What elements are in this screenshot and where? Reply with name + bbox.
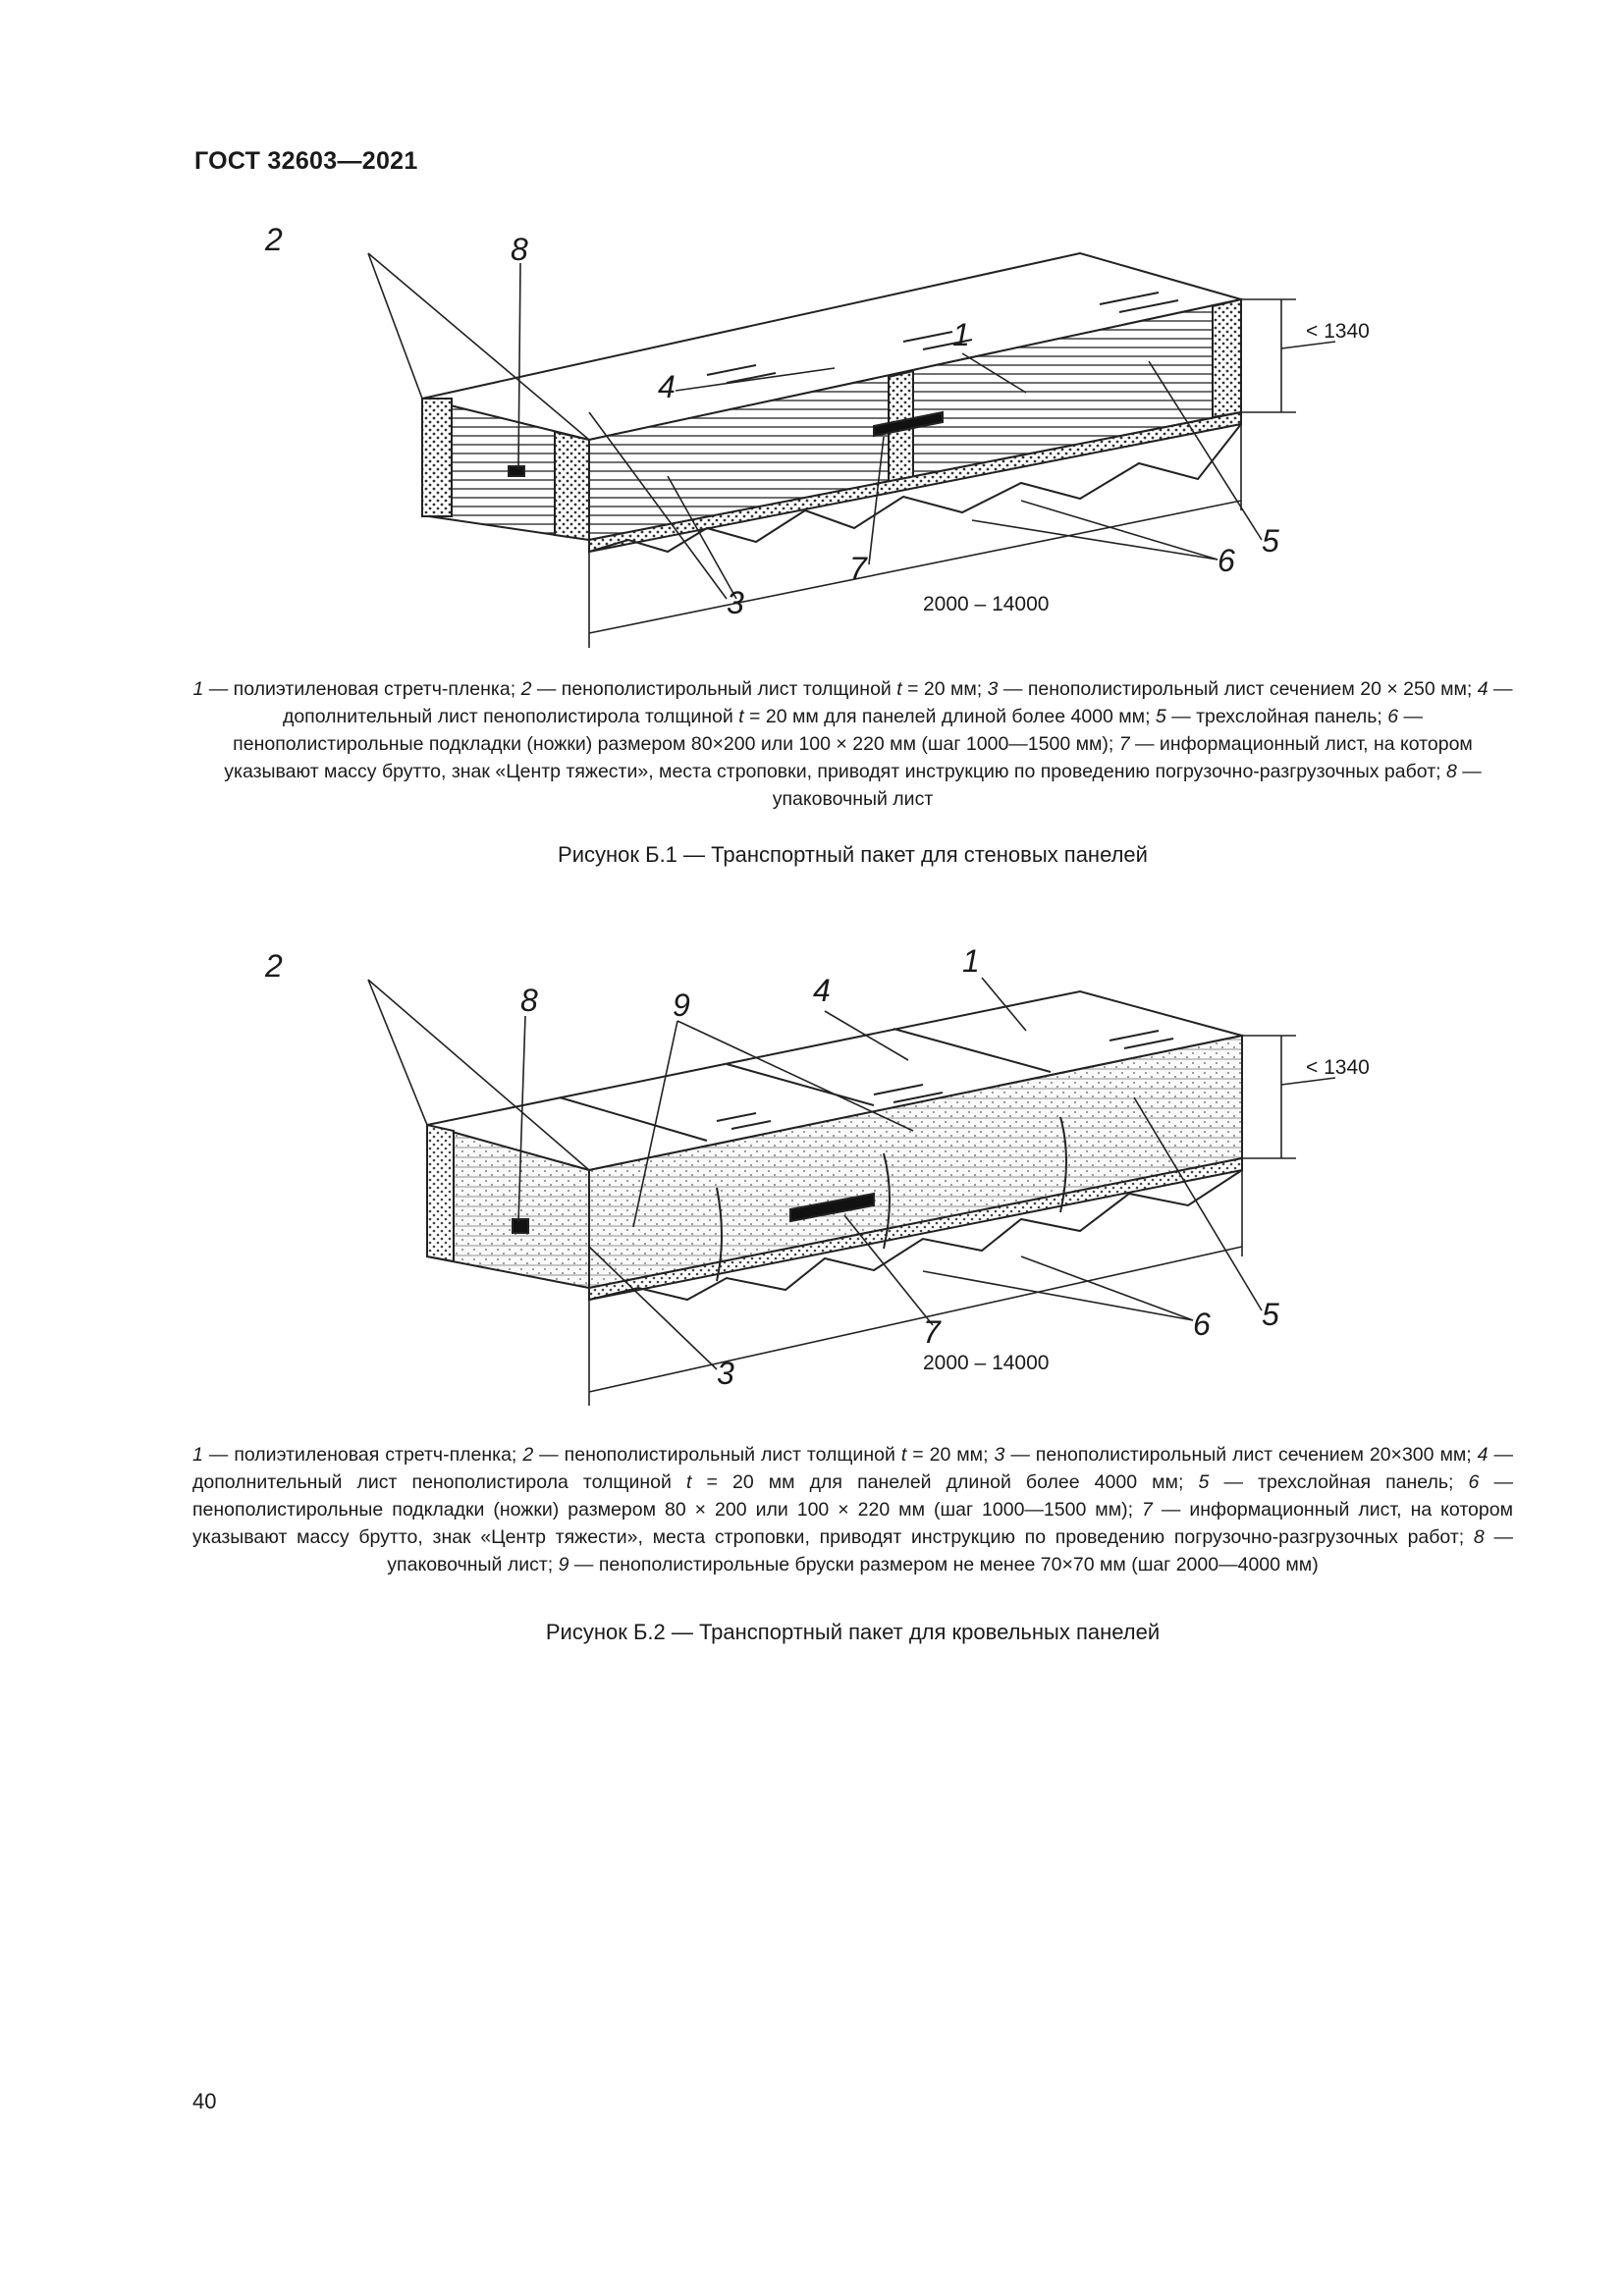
legend-key: t [685,1471,692,1493]
legend-key: 5 [1198,1471,1210,1493]
label-4: 4 [813,973,831,1008]
figure-roof-panels-package [265,903,1424,1414]
legend-key: 3 [994,1444,1005,1466]
label-3: 3 [727,585,744,620]
legend-key: 9 [558,1554,569,1575]
legend-text: — упаковочный лист [772,761,1482,810]
label-4: 4 [658,369,676,404]
label-6: 6 [1218,543,1235,578]
figure1-caption: Рисунок Б.1 — Транспортный пакет для стеновых панелей [558,842,1148,867]
legend-key: 4 [1477,1444,1489,1466]
legend-text: — полиэтиленовая стретч-пленка; [202,1444,523,1466]
label-8: 8 [511,232,528,267]
label-1: 1 [952,317,970,352]
package-body-roof [427,991,1242,1300]
legend-key: 7 [1118,733,1130,755]
legend-text: — трехслойная панель; [1165,706,1388,727]
legend-text: — пенополистирольный лист сечением 20 × 250 мм; [998,678,1478,700]
figure-wall-panels-package [265,216,1424,638]
legend-text: — дополнительный лист пенополистирола толщиной [192,1444,1514,1493]
legend-text: — упаковочный лист; [387,1526,1513,1575]
legend-key: 3 [987,678,999,700]
legend-text: — пенополистирольные бруски размером не менее 70×70 мм (шаг 2000—4000 мм) [568,1554,1319,1575]
document-header: ГОСТ 32603—2021 [194,147,418,175]
figure2-legend [192,1441,1513,1578]
label-8: 8 [520,983,538,1018]
legend-text: = 20 мм для панелей длиной более 4000 мм; [691,1471,1199,1493]
legend-key: 6 [1468,1471,1480,1493]
legend-key: 7 [1142,1499,1153,1521]
label-9: 9 [673,988,690,1023]
figure1-legend [192,675,1513,813]
legend-key: t [896,678,902,700]
label-6: 6 [1193,1307,1211,1342]
label-5: 5 [1262,1297,1279,1332]
legend-text: — пенополистирольный лист толщиной [531,678,897,700]
label-7: 7 [849,551,867,586]
legend-text: — полиэтиленовая стретч-пленка; [203,678,521,700]
legend-text: = 20 мм; [901,678,988,700]
length-dimension: 2000 – 14000 [923,1352,1050,1374]
legend-key: 8 [1445,761,1457,782]
legend-key: 2 [520,678,532,700]
label-3: 3 [717,1356,734,1391]
legend-text: — пенополистирольные подкладки (ножки) размером 80 × 200 или 100 × 220 мм (шаг 1000—1500 мм); [192,1471,1514,1521]
legend-text: — пенополистирольный лист сечением 20×300 мм; [1004,1444,1478,1466]
figure2-caption: Рисунок Б.2 — Транспортный пакет для кровельных панелей [545,1620,1161,1644]
page-number: 40 [192,2089,217,2113]
label-2: 2 [265,948,283,984]
legend-key: t [738,706,744,727]
legend-key: 4 [1477,678,1489,700]
legend-text: — информационный лист, на котором указывают массу брутто, знак «Центр тяжести», места строповки, приводят инструкцию по проведению погрузочно-разгрузочных работ; [192,1499,1513,1548]
label-1: 1 [962,943,980,979]
legend-key: 2 [522,1444,534,1466]
legend-key: 8 [1473,1526,1485,1548]
legend-text: — информационный лист, на котором указывают массу брутто, знак «Центр тяжести», места строповки, приводят инструкцию по проведению погрузочно-разгрузочных работ; [224,733,1473,782]
label-5: 5 [1262,523,1279,559]
length-dimension: 2000 – 14000 [923,593,1050,615]
legend-key: 6 [1387,706,1399,727]
legend-key: 5 [1155,706,1166,727]
label-7: 7 [923,1314,941,1350]
height-dimension: < 1340 [1306,320,1370,343]
legend-text: = 20 мм; [906,1444,995,1466]
legend-text: — пенополистирольный лист толщиной [533,1444,901,1466]
legend-text: = 20 мм для панелей длиной более 4000 мм; [743,706,1156,727]
label-2: 2 [265,222,283,257]
legend-key: 1 [192,678,204,700]
legend-key: 1 [192,1444,203,1466]
legend-text: — трехслойная панель; [1209,1471,1469,1493]
height-dimension: < 1340 [1306,1056,1370,1079]
legend-text: — пенополистирольные подкладки (ножки) размером 80×200 или 100 × 220 мм (шаг 1000—1500 мм); [233,706,1424,755]
legend-key: t [900,1444,907,1466]
legend-text: — дополнительный лист пенополистирола толщиной [282,678,1513,727]
